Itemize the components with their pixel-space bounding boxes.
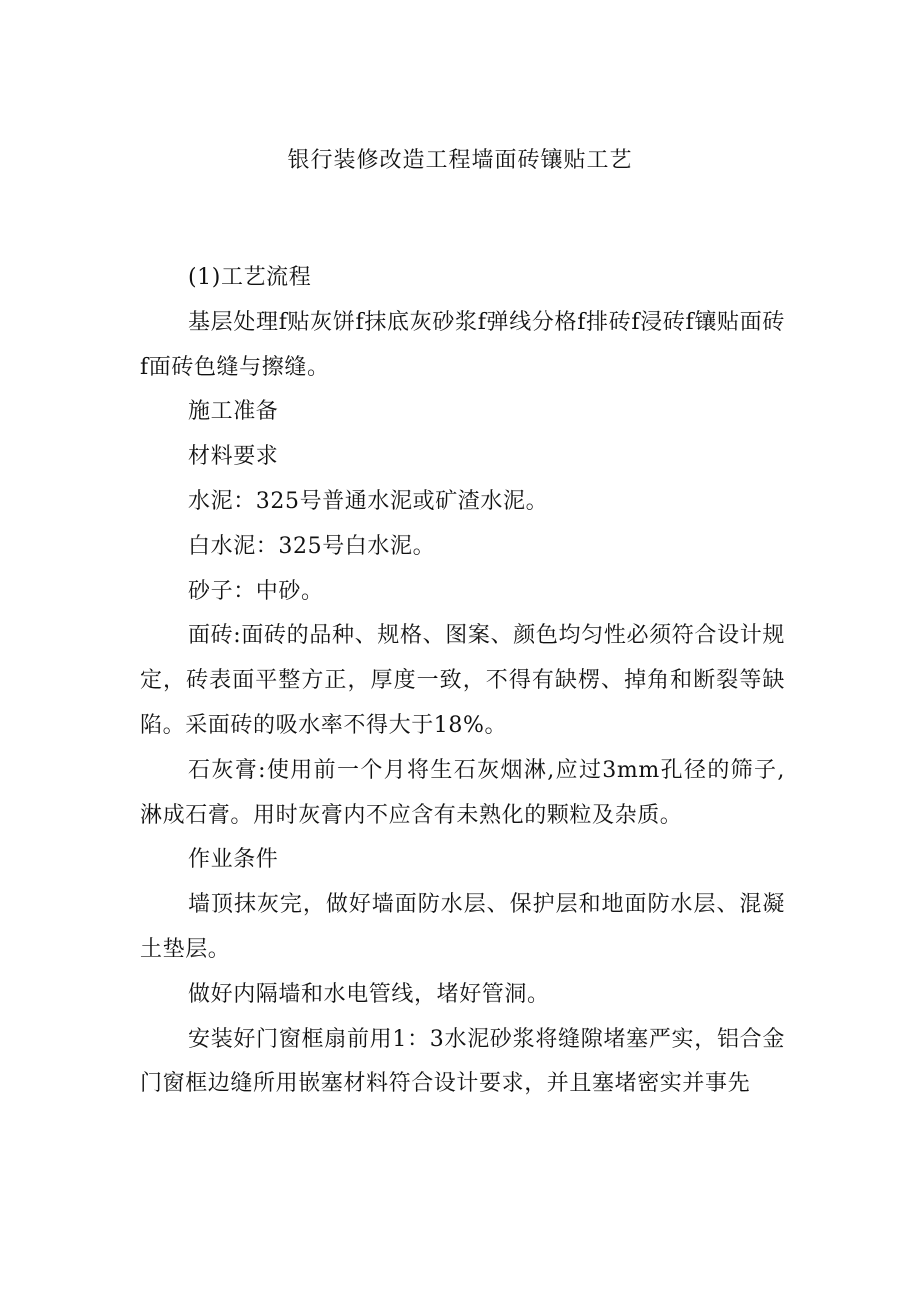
- paragraph-lime-paste: 石灰膏:使用前一个月将生石灰烟淋,应过3mm孔径的筛子,淋成石膏。用时灰膏内不应含有未熟化的颗粒及杂质。: [140, 757, 785, 828]
- document-title: 银行装修改造工程墙面砖镶贴工艺: [287, 148, 633, 173]
- paragraph-tiles: 面砖:面砖的品种、规格、图案、颜色均匀性必须符合设计规定，砖表面平整方正，厚度一致，不得有缺楞、掉角和断裂等缺陷。采面砖的吸水率不得大于18%。: [140, 623, 785, 738]
- paragraph-sand: 砂子：中砂。: [188, 578, 324, 604]
- paragraph-process-steps: 基层处理f贴灰饼f抹底灰砂浆f弹线分格f排砖f浸砖f镶贴面砖f面砖色缝与擦缝。: [140, 309, 785, 380]
- paragraph-partition-pipes: 做好内隔墙和水电管线，堵好管洞。: [188, 981, 550, 1007]
- paragraph-material-heading: 材料要求: [188, 444, 279, 470]
- paragraph-white-cement: 白水泥：325号白水泥。: [188, 533, 436, 559]
- paragraph-work-conditions-heading: 作业条件: [188, 847, 279, 873]
- paragraph-preparation-heading: 施工准备: [188, 399, 279, 425]
- paragraph-process-heading: (1)工艺流程: [188, 265, 312, 290]
- document-body: [140, 256, 785, 1107]
- paragraph-door-window-frames: 安装好门窗框扇前用1：3水泥砂浆将缝隙堵塞严实，铝合金门窗框边缝所用嵌塞材料符合设计要求，并且塞堵密实并事先: [140, 1026, 785, 1097]
- paragraph-wall-plaster: 墙顶抹灰完，做好墙面防水层、保护层和地面防水层、混凝土垫层。: [140, 892, 785, 962]
- paragraph-cement: 水泥：325号普通水泥或矿渣水泥。: [188, 488, 549, 514]
